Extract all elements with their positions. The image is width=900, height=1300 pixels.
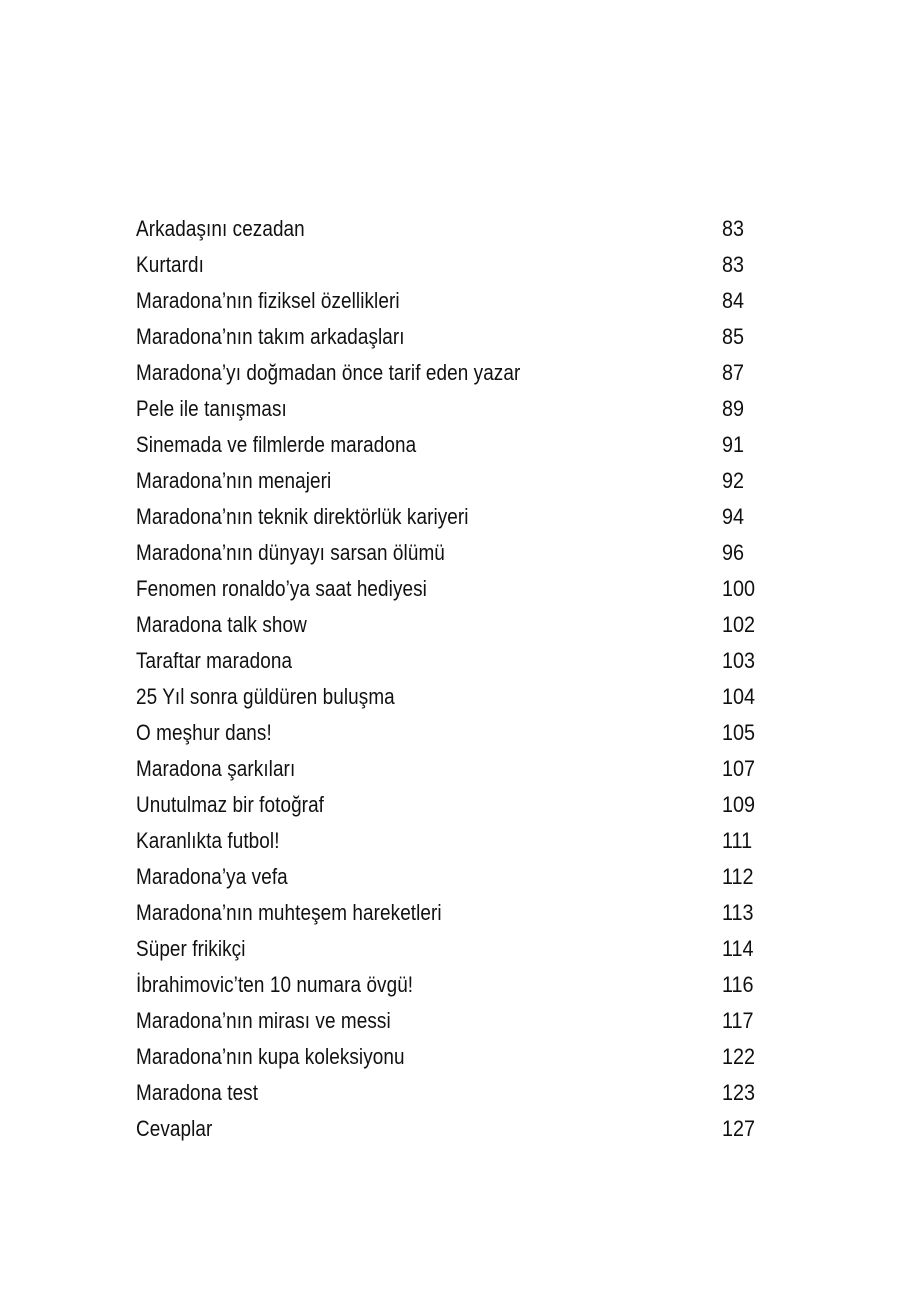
toc-entry-title: Kurtardı <box>136 252 204 277</box>
toc-entry <box>136 967 776 1003</box>
toc-entry <box>136 787 776 823</box>
toc-entry-title: Maradona test <box>136 1080 259 1105</box>
toc-entry-page-number: 116 <box>722 972 754 997</box>
toc-entry <box>136 1003 776 1039</box>
toc-entry-page-number: 111 <box>722 828 753 853</box>
toc-entry-title: Maradona’nın teknik direktörlük kariyeri <box>136 504 469 529</box>
toc-entry <box>136 607 776 643</box>
toc-entry-page-number: 113 <box>722 900 754 925</box>
toc-entry <box>136 535 776 571</box>
table-of-contents <box>136 211 776 1147</box>
toc-entry-page-number: 103 <box>722 648 756 673</box>
toc-entry-title: Cevaplar <box>136 1116 213 1141</box>
toc-entry <box>136 751 776 787</box>
toc-entry <box>136 427 776 463</box>
toc-entry-title: Taraftar maradona <box>136 648 293 673</box>
toc-entry <box>136 355 776 391</box>
toc-entry <box>136 715 776 751</box>
toc-entry-title: Maradona’nın menajeri <box>136 468 332 493</box>
toc-entry-title: Süper frikikçi <box>136 936 246 961</box>
toc-entry <box>136 1075 776 1111</box>
toc-entry-page-number: 114 <box>722 936 754 961</box>
toc-entry-page-number: 87 <box>722 360 745 385</box>
toc-entry-title: Unutulmaz bir fotoğraf <box>136 792 325 817</box>
toc-entry-page-number: 91 <box>722 432 745 457</box>
toc-entry-page-number: 112 <box>722 864 754 889</box>
toc-entry-page-number: 105 <box>722 720 756 745</box>
toc-entry <box>136 211 776 247</box>
toc-entry <box>136 319 776 355</box>
toc-entry <box>136 499 776 535</box>
toc-entry <box>136 463 776 499</box>
toc-entry-title: Karanlıkta futbol! <box>136 828 280 853</box>
toc-entry <box>136 1111 776 1147</box>
toc-entry-page-number: 109 <box>722 792 756 817</box>
toc-entry <box>136 895 776 931</box>
toc-entry-page-number: 85 <box>722 324 745 349</box>
toc-entry-title: 25 Yıl sonra güldüren buluşma <box>136 684 395 709</box>
toc-entry-page-number: 122 <box>722 1044 756 1069</box>
toc-entry <box>136 643 776 679</box>
toc-entry-title: Maradona talk show <box>136 612 307 637</box>
toc-entry-title: Maradona’ya vefa <box>136 864 288 889</box>
toc-entry-page-number: 104 <box>722 684 756 709</box>
toc-entry-title: Pele ile tanışması <box>136 396 287 421</box>
toc-entry-page-number: 123 <box>722 1080 756 1105</box>
toc-entry-title: Maradona’nın kupa koleksiyonu <box>136 1044 405 1069</box>
toc-entry <box>136 823 776 859</box>
toc-entry-page-number: 83 <box>722 216 745 241</box>
toc-entry <box>136 571 776 607</box>
toc-entry-title: İbrahimovic’ten 10 numara övgü! <box>136 972 414 997</box>
toc-entry <box>136 247 776 283</box>
toc-entry-page-number: 127 <box>722 1116 756 1141</box>
toc-entry-title: Maradona’nın dünyayı sarsan ölümü <box>136 540 445 565</box>
toc-entry-title: Maradona’nın mirası ve messi <box>136 1008 391 1033</box>
toc-entry-page-number: 117 <box>722 1008 754 1033</box>
toc-entry-title: Maradona şarkıları <box>136 756 296 781</box>
toc-entry-title: Maradona’nın takım arkadaşları <box>136 324 405 349</box>
toc-entry <box>136 1039 776 1075</box>
toc-entry-title: Arkadaşını cezadan <box>136 216 305 241</box>
toc-entry <box>136 283 776 319</box>
toc-entry <box>136 859 776 895</box>
toc-entry-page-number: 89 <box>722 396 745 421</box>
toc-entry-page-number: 83 <box>722 252 745 277</box>
toc-entry-title: Maradona’yı doğmadan önce tarif eden yazar <box>136 360 521 385</box>
toc-entry-title: Sinemada ve filmlerde maradona <box>136 432 417 457</box>
toc-entry-page-number: 102 <box>722 612 756 637</box>
toc-entry-title: Maradona’nın fiziksel özellikleri <box>136 288 400 313</box>
toc-entry <box>136 931 776 967</box>
toc-entry-page-number: 94 <box>722 504 745 529</box>
toc-entry <box>136 679 776 715</box>
toc-entry-page-number: 100 <box>722 576 756 601</box>
toc-entry-page-number: 92 <box>722 468 745 493</box>
toc-entry-page-number: 96 <box>722 540 745 565</box>
toc-entry-page-number: 84 <box>722 288 745 313</box>
toc-entry-title: Maradona’nın muhteşem hareketleri <box>136 900 442 925</box>
toc-entry-title: Fenomen ronaldo’ya saat hediyesi <box>136 576 427 601</box>
toc-entry <box>136 391 776 427</box>
toc-entry-page-number: 107 <box>722 756 756 781</box>
toc-entry-title: O meşhur dans! <box>136 720 272 745</box>
